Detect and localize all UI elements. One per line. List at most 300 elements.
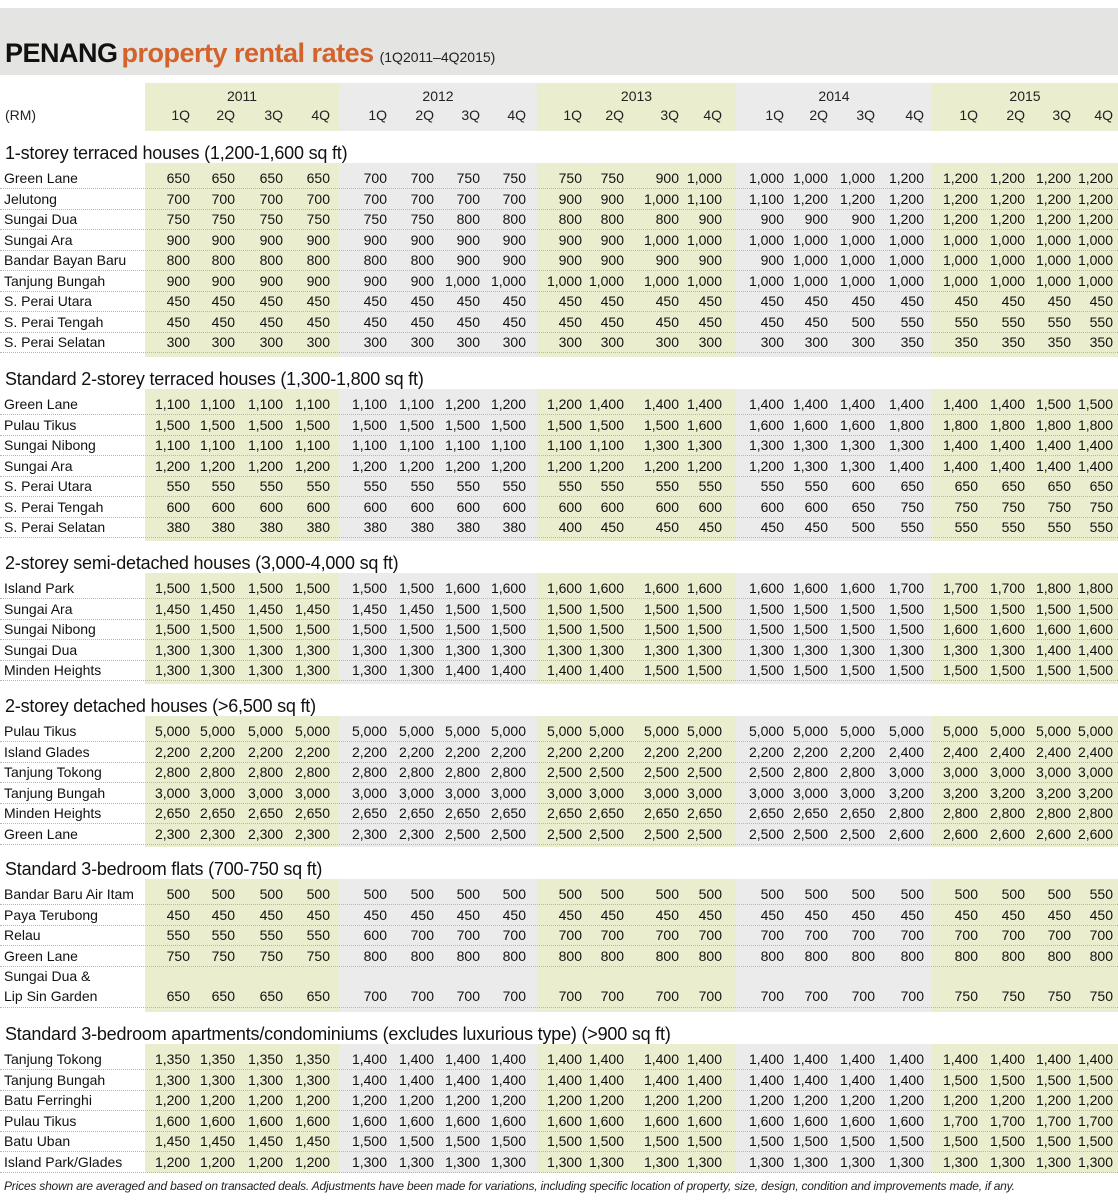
- table-cell: 900: [760, 252, 784, 268]
- table-cell: 700: [363, 988, 387, 1004]
- table-cell: 5,000: [748, 723, 784, 739]
- table-cell: 1,500: [839, 1133, 875, 1149]
- table-cell: 1,450: [294, 600, 330, 617]
- table-cell: 500: [363, 886, 387, 902]
- table-cell: 450: [456, 293, 480, 309]
- table-cell: 1,300: [199, 1071, 235, 1088]
- table-cell: 500: [259, 886, 283, 902]
- table-cell: 1,600: [588, 1112, 624, 1129]
- table-cell: 2,500: [588, 825, 624, 842]
- table-cell: 1,600: [1035, 621, 1071, 637]
- table-cell: 800: [456, 211, 480, 227]
- table-cell: 1,400: [588, 662, 624, 678]
- table-cell: 450: [259, 313, 283, 330]
- table-cell: 1,000: [888, 252, 924, 268]
- table-cell: 3,000: [792, 784, 828, 801]
- table-cell: 1,200: [154, 457, 190, 474]
- table-cell: 2,650: [588, 805, 624, 821]
- table-row: [0, 230, 1118, 251]
- title-sub: property rental rates: [121, 38, 374, 68]
- table-cell: 1,400: [1077, 1051, 1113, 1067]
- table-cell: 900: [698, 252, 722, 268]
- table-cell: 800: [600, 211, 624, 227]
- table-cell: 2,650: [294, 805, 330, 821]
- table-cell: 2,300: [294, 825, 330, 842]
- table-cell: 1,300: [839, 437, 875, 453]
- table-cell: 1,400: [490, 1051, 526, 1067]
- table-cell: 1,000: [490, 272, 526, 289]
- table-cell: 2,300: [398, 825, 434, 842]
- table-cell: 1,450: [154, 1133, 190, 1149]
- table-cell: 1,500: [444, 621, 480, 637]
- table-cell: 550: [954, 313, 978, 330]
- table-cell: 2,800: [444, 764, 480, 780]
- row-name: Island Park: [4, 580, 75, 596]
- table-cell: 1,500: [294, 580, 330, 596]
- table-cell: 2,300: [199, 825, 235, 842]
- table-cell: 500: [600, 886, 624, 902]
- table-cell: 450: [363, 906, 387, 923]
- row-name: Pulau Tikus: [4, 416, 77, 433]
- table-cell: 500: [804, 886, 828, 902]
- table-cell: 1,400: [444, 1051, 480, 1067]
- table-cell: 2,500: [643, 825, 679, 842]
- table-cell: 500: [211, 886, 235, 902]
- table-cell: 2,800: [989, 805, 1025, 821]
- table-cell: 700: [502, 988, 526, 1004]
- table-row: [0, 640, 1118, 661]
- table-cell: 1,600: [444, 580, 480, 596]
- table-cell: 600: [502, 498, 526, 515]
- table-cell: 1,600: [942, 621, 978, 637]
- table-cell: 600: [698, 498, 722, 515]
- table-cell: 1,200: [588, 457, 624, 474]
- table-cell: 450: [698, 293, 722, 309]
- table-cell: 1,500: [942, 1133, 978, 1149]
- table-cell: 2,500: [490, 825, 526, 842]
- table-cell: 1,100: [686, 190, 722, 207]
- table-cell: 1,600: [792, 416, 828, 433]
- table-cell: 500: [760, 886, 784, 902]
- table-cell: 3,000: [199, 784, 235, 801]
- table-cell: 1,500: [989, 1133, 1025, 1149]
- table-cell: 2,650: [686, 805, 722, 821]
- table-cell: 300: [502, 334, 526, 350]
- table-cell: 1,300: [748, 1153, 784, 1170]
- table-cell: 300: [698, 334, 722, 350]
- table-cell: 1,000: [546, 272, 582, 289]
- table-cell: 750: [306, 947, 330, 964]
- table-cell: 1,200: [546, 1092, 582, 1108]
- table-cell: 1,400: [686, 1071, 722, 1088]
- table-cell: 1,300: [490, 1153, 526, 1170]
- table-cell: 1,400: [839, 1051, 875, 1067]
- table-cell: 1,500: [351, 621, 387, 637]
- table-cell: 550: [804, 478, 828, 494]
- table-cell: 1,600: [490, 1112, 526, 1129]
- table-cell: 450: [900, 906, 924, 923]
- table-cell: 1,300: [686, 437, 722, 453]
- table-cell: 500: [166, 886, 190, 902]
- table-cell: 1,400: [792, 1071, 828, 1088]
- table-cell: 900: [211, 272, 235, 289]
- table-cell: 450: [600, 293, 624, 309]
- table-cell: 2,650: [748, 805, 784, 821]
- table-cell: 2,200: [444, 743, 480, 760]
- table-cell: 650: [306, 170, 330, 186]
- table-cell: 1,500: [1077, 662, 1113, 678]
- row-name: Minden Heights: [4, 662, 102, 678]
- table-cell: 1,600: [748, 1112, 784, 1129]
- table-cell: 1,300: [546, 1153, 582, 1170]
- table-cell: 600: [600, 498, 624, 515]
- row-name: S. Perai Tengah: [4, 498, 104, 515]
- table-cell: 750: [211, 211, 235, 227]
- table-cell: 450: [600, 313, 624, 330]
- table-cell: 1,400: [989, 396, 1025, 412]
- table-cell: 450: [698, 313, 722, 330]
- table-cell: 1,000: [942, 272, 978, 289]
- table-cell: 1,600: [199, 1112, 235, 1129]
- table-cell: 2,800: [154, 764, 190, 780]
- table-cell: 550: [655, 478, 679, 494]
- table-cell: 1,300: [247, 641, 283, 658]
- table-cell: 1,200: [1035, 211, 1071, 227]
- table-cell: 5,000: [398, 723, 434, 739]
- table-row: [0, 660, 1118, 681]
- table-cell: 1,500: [686, 662, 722, 678]
- table-cell: 500: [900, 886, 924, 902]
- quarter-label: 2Q: [809, 107, 828, 123]
- table-cell: 700: [410, 927, 434, 943]
- table-cell: 900: [259, 272, 283, 289]
- table-cell: 1,000: [686, 170, 722, 186]
- table-cell: 450: [600, 906, 624, 923]
- row-name: Sungai Ara: [4, 600, 73, 617]
- table-cell: 2,500: [444, 825, 480, 842]
- table-cell: 1,350: [199, 1051, 235, 1067]
- table-cell: 300: [410, 334, 434, 350]
- table-cell: 550: [900, 313, 924, 330]
- table-cell: 1,100: [398, 396, 434, 412]
- table-row: [0, 946, 1118, 967]
- table-cell: 300: [851, 334, 875, 350]
- table-cell: 1,500: [398, 580, 434, 596]
- table-cell: 700: [410, 190, 434, 207]
- table-cell: 450: [600, 519, 624, 535]
- table-cell: 2,800: [294, 764, 330, 780]
- table-cell: 450: [166, 906, 190, 923]
- table-cell: 2,800: [199, 764, 235, 780]
- table-cell: 750: [954, 498, 978, 515]
- table-cell: 1,400: [643, 396, 679, 412]
- table-cell: 2,200: [398, 743, 434, 760]
- table-cell: 1,300: [888, 1153, 924, 1170]
- table-cell: 380: [306, 519, 330, 535]
- table-cell: 1,500: [888, 621, 924, 637]
- table-cell: 1,500: [748, 621, 784, 637]
- table-cell: 1,200: [1035, 190, 1071, 207]
- table-cell: 750: [363, 211, 387, 227]
- table-cell: 1,300: [643, 641, 679, 658]
- section-title: 2-storey semi-detached houses (3,000-4,000 sq ft): [5, 553, 399, 573]
- table-cell: 450: [410, 906, 434, 923]
- table-cell: 1,600: [294, 1112, 330, 1129]
- table-cell: 1,700: [989, 580, 1025, 596]
- table-row: [0, 312, 1118, 333]
- quarter-label: 2Q: [415, 107, 434, 123]
- table-cell: 2,650: [154, 805, 190, 821]
- table-cell: 900: [600, 190, 624, 207]
- row-name: S. Perai Tengah: [4, 313, 104, 330]
- table-cell: 1,000: [839, 272, 875, 289]
- table-cell: 5,000: [490, 723, 526, 739]
- table-cell: 550: [1001, 519, 1025, 535]
- table-cell: 5,000: [247, 723, 283, 739]
- table-cell: 1,400: [839, 396, 875, 412]
- table-cell: 1,700: [942, 1112, 978, 1129]
- table-cell: 5,000: [588, 723, 624, 739]
- table-cell: 800: [211, 252, 235, 268]
- quarter-label: 3Q: [461, 107, 480, 123]
- table-cell: 1,500: [199, 621, 235, 637]
- table-cell: 900: [410, 231, 434, 248]
- table-cell: 1,100: [351, 437, 387, 453]
- table-cell: 700: [698, 988, 722, 1004]
- table-cell: 2,650: [351, 805, 387, 821]
- table-cell: 450: [166, 293, 190, 309]
- row-name: Jelutong: [4, 190, 57, 207]
- table-cell: 1,000: [444, 272, 480, 289]
- year-label-2012: 2012: [422, 88, 454, 104]
- table-row: [0, 517, 1118, 538]
- table-cell: 2,800: [942, 805, 978, 821]
- table-cell: 900: [166, 272, 190, 289]
- table-cell: 1,100: [199, 396, 235, 412]
- table-cell: 550: [954, 519, 978, 535]
- table-row: [0, 189, 1118, 210]
- table-cell: 1,450: [247, 600, 283, 617]
- table-cell: 1,500: [1077, 1133, 1113, 1149]
- table-cell: 1,400: [942, 457, 978, 474]
- table-cell: 1,200: [989, 211, 1025, 227]
- table-cell: 650: [954, 478, 978, 494]
- table-cell: 3,000: [247, 784, 283, 801]
- table-cell: 550: [1089, 886, 1113, 902]
- table-cell: 3,000: [1077, 764, 1113, 780]
- table-cell: 1,500: [643, 621, 679, 637]
- title-period: (1Q2011–4Q2015): [379, 49, 496, 65]
- quarter-label: 1Q: [959, 107, 978, 123]
- table-cell: 1,300: [1035, 1153, 1071, 1170]
- table-cell: 1,500: [1077, 396, 1113, 412]
- table-cell: 1,400: [351, 1051, 387, 1067]
- table-cell: 1,400: [686, 1051, 722, 1067]
- table-cell: 450: [1089, 906, 1113, 923]
- table-cell: 1,200: [154, 1092, 190, 1108]
- table-cell: 750: [410, 211, 434, 227]
- title-main: PENANG: [5, 38, 118, 68]
- table-cell: 2,500: [839, 825, 875, 842]
- table-cell: 2,600: [1035, 825, 1071, 842]
- table-cell: 700: [804, 988, 828, 1004]
- table-cell: 1,800: [1035, 580, 1071, 596]
- table-cell: 550: [259, 478, 283, 494]
- table-cell: 1,400: [989, 1051, 1025, 1067]
- table-cell: 1,400: [643, 1071, 679, 1088]
- table-cell: 500: [1001, 886, 1025, 902]
- table-row: [0, 291, 1118, 312]
- table-cell: 1,500: [989, 662, 1025, 678]
- table-cell: 2,650: [199, 805, 235, 821]
- table-cell: 300: [211, 334, 235, 350]
- table-cell: 1,300: [989, 1153, 1025, 1170]
- table-cell: 1,100: [398, 437, 434, 453]
- table-cell: 1,300: [398, 1153, 434, 1170]
- table-cell: 2,800: [1035, 805, 1071, 821]
- table-cell: 1,300: [888, 437, 924, 453]
- table-cell: 600: [456, 498, 480, 515]
- table-cell: 1,500: [154, 621, 190, 637]
- table-cell: 450: [851, 293, 875, 309]
- table-cell: 450: [558, 313, 582, 330]
- table-cell: 1,300: [643, 437, 679, 453]
- table-cell: 1,600: [839, 1112, 875, 1129]
- table-cell: 1,100: [247, 437, 283, 453]
- table-row: [0, 394, 1118, 415]
- table-cell: 1,600: [546, 1112, 582, 1129]
- table-cell: 1,200: [1077, 170, 1113, 186]
- table-cell: 300: [655, 334, 679, 350]
- table-cell: 1,500: [398, 416, 434, 433]
- table-cell: 1,000: [1035, 252, 1071, 268]
- table-cell: 1,450: [199, 600, 235, 617]
- table-cell: 1,100: [199, 437, 235, 453]
- table-cell: 2,650: [247, 805, 283, 821]
- table-cell: 1,300: [643, 1153, 679, 1170]
- table-cell: 3,000: [351, 784, 387, 801]
- table-cell: 1,600: [792, 580, 828, 596]
- table-row: [0, 1070, 1118, 1091]
- table-cell: 1,500: [748, 600, 784, 617]
- row-name: Paya Terubong: [4, 906, 98, 923]
- table-cell: 700: [410, 170, 434, 186]
- table-cell: 900: [558, 231, 582, 248]
- table-cell: 2,650: [398, 805, 434, 821]
- table-cell: 1,200: [154, 1153, 190, 1170]
- table-cell: 380: [259, 519, 283, 535]
- table-cell: 1,000: [748, 231, 784, 248]
- table-cell: 1,700: [1035, 1112, 1071, 1129]
- quarter-label: 4Q: [703, 107, 722, 123]
- table-cell: 750: [166, 211, 190, 227]
- table-cell: 800: [502, 947, 526, 964]
- table-cell: 550: [900, 519, 924, 535]
- table-cell: 1,200: [989, 170, 1025, 186]
- table-cell: 600: [410, 498, 434, 515]
- table-cell: 1,300: [154, 641, 190, 658]
- table-cell: 1,450: [294, 1133, 330, 1149]
- table-cell: 800: [804, 947, 828, 964]
- quarter-label: 1Q: [171, 107, 190, 123]
- table-cell: 700: [600, 988, 624, 1004]
- table-cell: 1,000: [792, 231, 828, 248]
- table-cell: 900: [502, 231, 526, 248]
- table-row: [0, 1131, 1118, 1152]
- table-cell: 1,100: [154, 437, 190, 453]
- table-cell: 2,400: [888, 743, 924, 760]
- table-cell: 1,600: [748, 580, 784, 596]
- table-cell: 1,500: [1035, 396, 1071, 412]
- table-cell: 1,400: [888, 1051, 924, 1067]
- table-cell: 700: [698, 927, 722, 943]
- row-name: Green Lane: [4, 825, 78, 842]
- table-cell: 1,500: [247, 416, 283, 433]
- table-cell: 500: [698, 886, 722, 902]
- table-cell: 1,600: [643, 1112, 679, 1129]
- table-cell: 1,300: [792, 437, 828, 453]
- table-cell: 650: [306, 988, 330, 1004]
- table-cell: 700: [558, 988, 582, 1004]
- table-cell: 1,500: [546, 600, 582, 617]
- table-cell: 1,000: [588, 272, 624, 289]
- table-cell: 700: [760, 988, 784, 1004]
- table-cell: 1,600: [247, 1112, 283, 1129]
- table-cell: 550: [760, 478, 784, 494]
- table-cell: 2,500: [546, 825, 582, 842]
- table-cell: 2,650: [444, 805, 480, 821]
- table-cell: 1,200: [588, 1092, 624, 1108]
- section-title: Standard 2-storey terraced houses (1,300-1,800 sq ft): [5, 369, 424, 389]
- footnote: Prices shown are averaged and based on transacted deals. Adjustments have been made for variations, including specific location of property, size, design, condition and improvements made, if any.: [4, 1179, 1015, 1193]
- table-cell: 700: [259, 190, 283, 207]
- table-cell: 1,500: [490, 621, 526, 637]
- table-cell: 1,300: [154, 1071, 190, 1088]
- table-cell: 1,200: [942, 190, 978, 207]
- table-cell: 1,200: [686, 1092, 722, 1108]
- table-cell: 600: [259, 498, 283, 515]
- table-cell: 1,400: [748, 1051, 784, 1067]
- table-cell: 1,400: [942, 437, 978, 453]
- table-cell: 1,100: [351, 396, 387, 412]
- table-cell: 550: [1001, 313, 1025, 330]
- table-cell: 800: [655, 211, 679, 227]
- table-cell: 1,200: [942, 211, 978, 227]
- table-cell: 1,400: [1077, 437, 1113, 453]
- table-cell: 1,400: [1035, 1051, 1071, 1067]
- row-name: Tanjung Bungah: [4, 1071, 106, 1088]
- table-cell: 380: [502, 519, 526, 535]
- table-cell: 900: [456, 231, 480, 248]
- table-cell: 1,600: [839, 416, 875, 433]
- table-cell: 550: [259, 927, 283, 943]
- table-cell: 600: [166, 498, 190, 515]
- section-title: 2-storey detached houses (>6,500 sq ft): [5, 696, 316, 716]
- table-cell: 1,500: [1035, 600, 1071, 617]
- row-name: Sungai Dua &: [4, 968, 91, 984]
- row-name: Batu Uban: [4, 1133, 71, 1149]
- table-cell: 1,400: [888, 396, 924, 412]
- table-cell: 3,000: [643, 784, 679, 801]
- table-cell: 800: [655, 947, 679, 964]
- table-cell: 1,200: [888, 1092, 924, 1108]
- table-cell: 1,200: [989, 190, 1025, 207]
- table-cell: 1,100: [154, 396, 190, 412]
- row-name: Batu Ferringhi: [4, 1092, 92, 1108]
- table-cell: 1,600: [989, 621, 1025, 637]
- table-cell: 900: [655, 252, 679, 268]
- row-name: S. Perai Utara: [4, 478, 92, 494]
